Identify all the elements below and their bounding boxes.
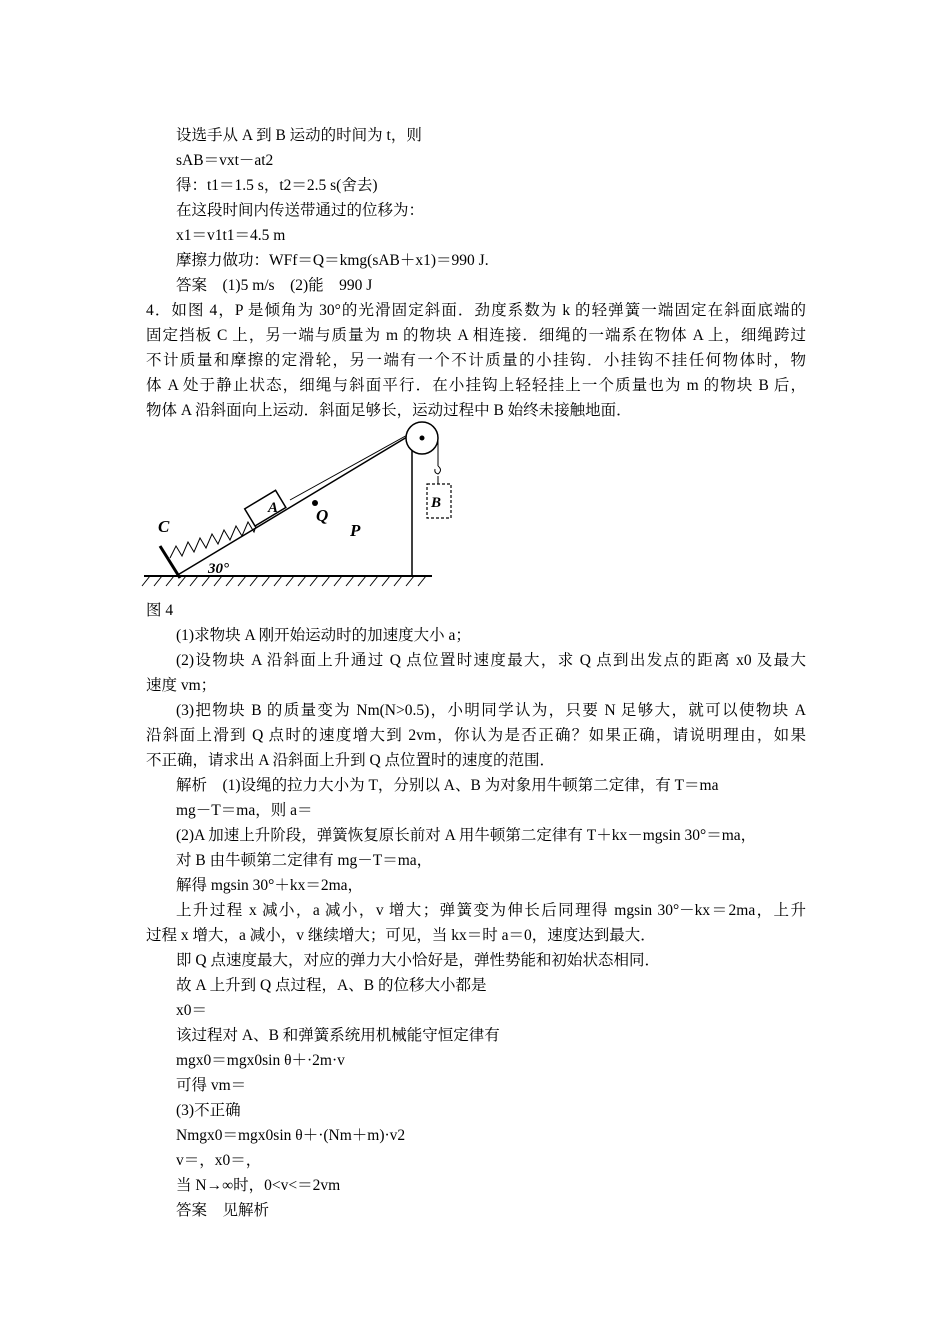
solution-line: v＝，x0＝，	[176, 1152, 262, 1169]
label-p: P	[350, 521, 361, 540]
rope	[290, 428, 420, 500]
question-3: 不正确，请求出 A 沿斜面上升到 Q 点位置时的速度的范围．	[146, 752, 556, 769]
text-line: 在这段时间内传送带通过的位移为：	[176, 202, 425, 219]
question-2: 速度 vm；	[146, 677, 217, 694]
solution-line: 对 B 由牛顿第二定律有 mg－T＝ma，	[176, 852, 433, 869]
text-line: 得：t1＝1.5 s，t2＝2.5 s(舍去)	[176, 177, 378, 194]
label-q: Q	[316, 506, 329, 525]
text-line: 设选手从 A 到 B 运动的时间为 t，则	[176, 127, 422, 144]
block-a	[245, 490, 286, 526]
question-3: 沿斜面上滑到 Q 点时的速度增大到 2vm，你认为是否正确？如果正确，请说明理由，如果	[146, 727, 806, 744]
problem-line: 体 A 处于静止状态，细绳与斜面平行．在小挂钩上轻轻挂上一个质量也为 m 的物块 B 后，	[146, 377, 806, 394]
solution-line: (2)A 加速上升阶段，弹簧恢复原长前对 A 用牛顿第二定律有 T＋kx－mgsin 30°＝ma，	[176, 827, 757, 844]
question-3: (3)把物块 B 的质量变为 Nm(N>0.5)，小明同学认为，只要 N 足够大，就可以使物块 A	[176, 702, 806, 719]
label-c: C	[158, 517, 170, 536]
solution-line: 可得 vm＝	[176, 1077, 247, 1094]
angle-label: 30°	[208, 561, 229, 577]
problem-line: 不计质量和摩擦的定滑轮，另一端有一个不计质量的小挂钩．小挂钩不挂任何物体时，物	[146, 352, 806, 369]
solution-line: 故 A 上升到 Q 点过程，A、B 的位移大小都是	[176, 977, 487, 994]
solution-line: 当 N→∞时，0<v<＝2vm	[176, 1177, 341, 1194]
figure-caption: 图 4	[146, 602, 174, 619]
answer-line: 答案 (1)5 m/s (2)能 990 J	[176, 277, 373, 294]
solution-line: x0＝	[176, 1002, 208, 1019]
solution-line: 即 Q 点速度最大，对应的弹力大小恰好是，弹性势能和初始状态相同．	[176, 952, 660, 969]
solution-line: mgx0＝mgx0sin θ＋·2m·v	[176, 1052, 345, 1069]
solution-line: 该过程对 A、B 和弹簧系统用机械能守恒定律有	[176, 1027, 500, 1044]
label-a: A	[268, 500, 279, 516]
text-line: 摩擦力做功：WFf＝Q＝kmg(sAB＋x1)＝990 J.	[176, 252, 489, 269]
solution-line: Nmgx0＝mgx0sin θ＋·(Nm＋m)·v2	[176, 1127, 406, 1144]
problem-line: 物体 A 沿斜面向上运动．斜面足够长，运动过程中 B 始终未接触地面．	[146, 402, 632, 419]
incline-figure	[140, 418, 440, 593]
text-line: x1＝v1t1＝4.5 m	[176, 227, 286, 244]
barrier-c	[160, 546, 180, 578]
solution-line: (3)不正确	[176, 1102, 241, 1119]
text-line: sAB＝vxt－at2	[176, 152, 274, 169]
spring	[170, 522, 256, 558]
solution-line: 过程 x 增大，a 减小，v 继续增大；可见，当 kx＝时 a＝0，速度达到最大．	[146, 927, 656, 944]
label-b: B	[431, 495, 442, 511]
solution-line: mg－T＝ma，则 a＝	[176, 802, 313, 819]
problem-line: 固定挡板 C 上，另一端与质量为 m 的物块 A 相连接．细绳的一端系在物体 A 上，细绳跨过	[146, 327, 806, 344]
problem-line: 4．如图 4，P 是倾角为 30°的光滑固定斜面．劲度系数为 k 的轻弹簧一端固定在斜面底端的	[146, 302, 806, 319]
question-2: (2)设物块 A 沿斜面上升通过 Q 点位置时速度最大，求 Q 点到出发点的距离 x0 及最大	[176, 652, 806, 669]
answer-line: 答案 见解析	[176, 1202, 270, 1219]
solution-line: 解得 mgsin 30°＋kx＝2ma，	[176, 877, 364, 894]
solution-line: 解析 (1)设绳的拉力大小为 T，分别以 A、B 为对象用牛顿第二定律，有 T＝ma	[176, 777, 719, 794]
incline-surface	[176, 434, 412, 576]
solution-line: 上升过程 x 减小，a 减小，v 增大；弹簧变为伸长后同理得 mgsin 30°－kx＝2ma，上升	[176, 902, 806, 919]
question-1: (1)求物块 A 刚开始运动时的加速度大小 a；	[176, 627, 471, 644]
